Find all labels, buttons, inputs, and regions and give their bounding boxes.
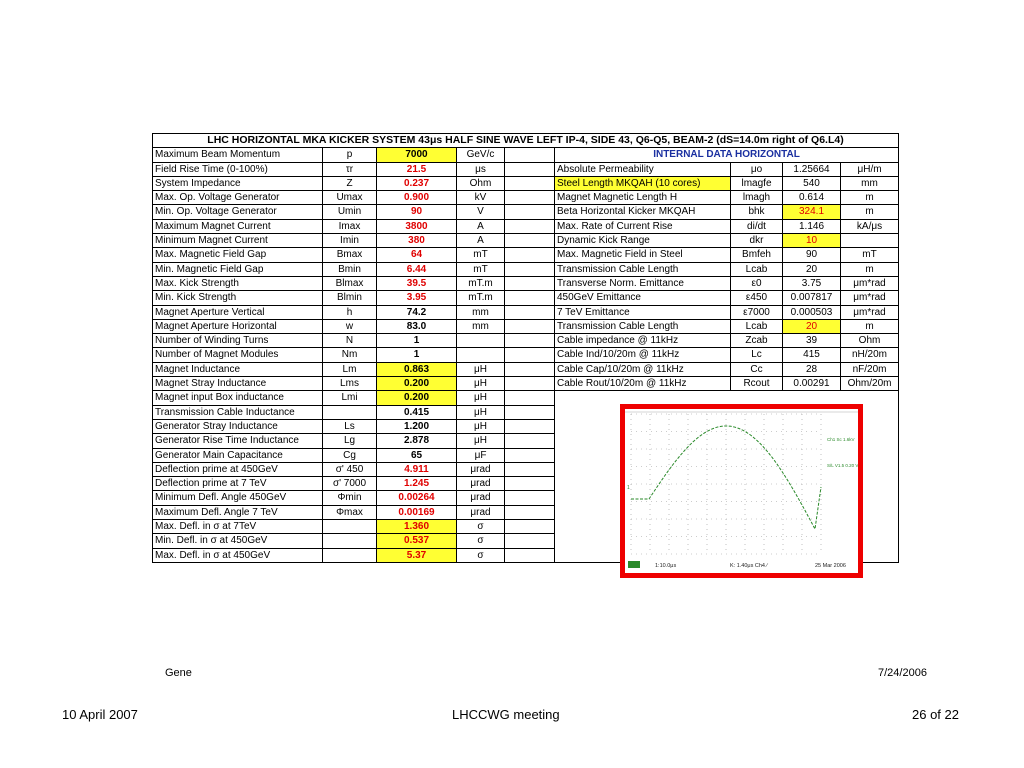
param-value: 4.911 [377,462,457,476]
param-label: Minimum Magnet Current [153,234,323,248]
param-value: 64 [377,248,457,262]
param-value: 380 [377,234,457,248]
table-row [153,291,899,305]
column-gap [505,234,555,248]
param-unit: mT.m [457,291,505,305]
table-row [153,391,899,405]
param-symbol: Ls [323,419,377,433]
param-symbol [323,405,377,419]
scope-readout-left: 1:10.0μs [655,563,677,569]
oscilloscope-trace [625,409,858,573]
scope-channel-icon [628,561,640,568]
param-unit: σ [457,534,505,548]
param-unit: mm [457,305,505,319]
param-value: 0.537 [377,534,457,548]
internal-value: 1.25664 [783,162,841,176]
param-label: Generator Main Capacitance [153,448,323,462]
param-symbol: Cg [323,448,377,462]
param-unit: mm [457,319,505,333]
param-value: 0.00264 [377,491,457,505]
param-symbol: Lms [323,377,377,391]
table-row [153,348,899,362]
column-gap [505,334,555,348]
param-label: Number of Winding Turns [153,334,323,348]
param-symbol: Φmax [323,505,377,519]
internal-symbol: Lc [731,348,783,362]
internal-label: Transmission Cable Length [555,262,731,276]
param-label: Maximum Magnet Current [153,219,323,233]
param-value: 74.2 [377,305,457,319]
internal-unit: m [841,205,899,219]
param-label: Max. Defl. in σ at 450GeV [153,548,323,562]
param-unit: μH [457,434,505,448]
sheet-date: 7/24/2006 [878,667,927,679]
internal-unit: μm*rad [841,291,899,305]
table-row [153,219,899,233]
internal-unit: m [841,262,899,276]
internal-symbol: lmagh [731,191,783,205]
param-symbol: Blmin [323,291,377,305]
column-gap [505,448,555,462]
param-symbol: h [323,305,377,319]
param-symbol: τr [323,162,377,176]
internal-value: 39 [783,334,841,348]
column-gap [505,305,555,319]
table-row [153,334,899,348]
param-unit: V [457,205,505,219]
param-unit: σ [457,548,505,562]
param-label: Generator Rise Time Inductance [153,434,323,448]
column-gap [505,148,555,162]
column-gap [505,248,555,262]
param-symbol: σ' 7000 [323,477,377,491]
column-gap [505,477,555,491]
param-unit: GeV/c [457,148,505,162]
param-unit: μH [457,362,505,376]
footer-date: 10 April 2007 [62,707,138,722]
column-gap [505,319,555,333]
param-unit: mT [457,248,505,262]
internal-label: Cable impedance @ 11kHz [555,334,731,348]
internal-unit [841,234,899,248]
internal-symbol: Cc [731,362,783,376]
internal-symbol: μo [731,162,783,176]
internal-value: 20 [783,262,841,276]
internal-symbol: Zcab [731,334,783,348]
column-gap [505,434,555,448]
table-row [153,248,899,262]
param-label: Min. Magnetic Field Gap [153,262,323,276]
param-symbol: Lg [323,434,377,448]
table-row [153,176,899,190]
param-label: Max. Magnetic Field Gap [153,248,323,262]
param-label: Max. Kick Strength [153,276,323,290]
param-unit: kV [457,191,505,205]
table-row [153,362,899,376]
param-label: Maximum Defl. Angle 7 TeV [153,505,323,519]
table-row [153,319,899,333]
column-gap [505,291,555,305]
column-gap [505,162,555,176]
param-symbol: Umax [323,191,377,205]
param-value: 21.5 [377,162,457,176]
param-symbol: Lm [323,362,377,376]
param-symbol: p [323,148,377,162]
column-gap [505,348,555,362]
internal-symbol: dkr [731,234,783,248]
table-row [153,162,899,176]
param-label: Magnet input Box inductance [153,391,323,405]
internal-label: Magnet Magnetic Length H [555,191,731,205]
internal-label: Max. Rate of Current Rise [555,219,731,233]
table-row [153,191,899,205]
internal-value: 90 [783,248,841,262]
internal-symbol: Rcout [731,377,783,391]
table-row [153,148,899,162]
table-row [153,276,899,290]
internal-symbol: ε450 [731,291,783,305]
param-unit: μrad [457,491,505,505]
param-symbol: N [323,334,377,348]
param-label: Maximum Beam Momentum [153,148,323,162]
param-label: Magnet Stray Inductance [153,377,323,391]
column-gap [505,534,555,548]
column-gap [505,520,555,534]
internal-symbol: bhk [731,205,783,219]
param-unit: μs [457,162,505,176]
column-gap [505,191,555,205]
param-symbol: Bmin [323,262,377,276]
internal-unit: nH/20m [841,348,899,362]
param-unit: mT.m [457,276,505,290]
table-row [153,234,899,248]
internal-label: 450GeV Emittance [555,291,731,305]
param-unit: μH [457,419,505,433]
internal-value: 415 [783,348,841,362]
internal-value: 0.00291 [783,377,841,391]
table-row [153,305,899,319]
scope-area-cell [555,391,899,405]
column-gap [505,419,555,433]
column-gap [505,405,555,419]
column-gap [505,205,555,219]
table-row [153,262,899,276]
sheet-title: LHC HORIZONTAL MKA KICKER SYSTEM 43μs HALF SINE WAVE LEFT IP-4, SIDE 43, Q6-Q5, BEAM-2 (dS=14.0m right of Q6.L4) [153,134,899,148]
param-value: 0.200 [377,377,457,391]
internal-value: 324.1 [783,205,841,219]
internal-label: Max. Magnetic Field in Steel [555,248,731,262]
param-label: Deflection prime at 7 TeV [153,477,323,491]
internal-symbol: Lcab [731,262,783,276]
internal-unit: m [841,319,899,333]
param-unit: μrad [457,462,505,476]
param-symbol: Lmi [323,391,377,405]
param-unit: σ [457,520,505,534]
column-gap [505,219,555,233]
param-label: Magnet Aperture Vertical [153,305,323,319]
internal-symbol: ε7000 [731,305,783,319]
internal-value: 0.614 [783,191,841,205]
param-label: Min. Op. Voltage Generator [153,205,323,219]
param-value: 0.415 [377,405,457,419]
param-unit: mT [457,262,505,276]
param-unit: A [457,219,505,233]
param-label: Field Rise Time (0-100%) [153,162,323,176]
param-label: Transmission Cable Inductance [153,405,323,419]
param-value: 0.00169 [377,505,457,519]
internal-value: 20 [783,319,841,333]
column-gap [505,548,555,562]
param-symbol: w [323,319,377,333]
internal-unit: Ohm/20m [841,377,899,391]
internal-unit: mm [841,176,899,190]
param-symbol: Bmax [323,248,377,262]
param-label: Min. Kick Strength [153,291,323,305]
internal-label: Cable Cap/10/20m @ 11kHz [555,362,731,376]
column-gap [505,362,555,376]
param-value: 1.245 [377,477,457,491]
param-value: 90 [377,205,457,219]
internal-value: 540 [783,176,841,190]
author-name: Gene [165,667,192,679]
column-gap [505,491,555,505]
param-label: Number of Magnet Modules [153,348,323,362]
internal-unit: mT [841,248,899,262]
param-value: 1 [377,334,457,348]
param-symbol: Blmax [323,276,377,290]
internal-label: Cable Rout/10/20m @ 11kHz [555,377,731,391]
param-value: 39.5 [377,276,457,290]
internal-value: 1.146 [783,219,841,233]
scope-channel-marker: 1 [627,485,630,491]
internal-data-header: INTERNAL DATA HORIZONTAL [555,148,899,162]
internal-value: 3.75 [783,276,841,290]
column-gap [505,462,555,476]
internal-label: Absolute Permeability [555,162,731,176]
param-symbol [323,520,377,534]
param-label: Generator Stray Inductance [153,419,323,433]
internal-unit: m [841,191,899,205]
column-gap [505,176,555,190]
internal-unit: kA/μs [841,219,899,233]
param-value: 0.900 [377,191,457,205]
param-symbol: Nm [323,348,377,362]
column-gap [505,377,555,391]
param-label: Magnet Inductance [153,362,323,376]
param-symbol: σ' 450 [323,462,377,476]
param-value: 0.237 [377,176,457,190]
internal-symbol: Bmfeh [731,248,783,262]
footer-meeting: LHCCWG meeting [452,707,560,722]
param-label: Min. Defl. in σ at 450GeV [153,534,323,548]
internal-value: 10 [783,234,841,248]
internal-value: 28 [783,362,841,376]
param-label: Minimum Defl. Angle 450GeV [153,491,323,505]
internal-value: 0.007817 [783,291,841,305]
param-value: 1 [377,348,457,362]
param-unit [457,348,505,362]
column-gap [505,505,555,519]
internal-label: Beta Horizontal Kicker MKQAH [555,205,731,219]
param-label: Deflection prime at 450GeV [153,462,323,476]
internal-label: Dynamic Kick Range [555,234,731,248]
internal-unit: μm*rad [841,276,899,290]
param-value: 83.0 [377,319,457,333]
param-label: Max. Defl. in σ at 7TeV [153,520,323,534]
param-label: Max. Op. Voltage Generator [153,191,323,205]
param-unit: Ohm [457,176,505,190]
param-label: System Impedance [153,176,323,190]
internal-unit: μH/m [841,162,899,176]
param-value: 0.200 [377,391,457,405]
internal-symbol: Lcab [731,319,783,333]
param-value: 6.44 [377,262,457,276]
param-symbol: Imax [323,219,377,233]
internal-label: 7 TeV Emittance [555,305,731,319]
param-unit: μrad [457,477,505,491]
internal-label: Transverse Norm. Emittance [555,276,731,290]
param-value: 1.200 [377,419,457,433]
scope-readout-mid: K: 1.40μs Ch4 ∕ [730,563,768,569]
internal-unit: Ohm [841,334,899,348]
param-value: 1.360 [377,520,457,534]
param-unit: A [457,234,505,248]
internal-unit: nF/20m [841,362,899,376]
internal-symbol: di/dt [731,219,783,233]
oscilloscope-screenshot [620,404,863,578]
internal-symbol: lmagfe [731,176,783,190]
table-row [153,377,899,391]
internal-value: 0.000503 [783,305,841,319]
param-unit: μrad [457,505,505,519]
footer-page: 26 of 22 [912,707,959,722]
param-unit: μH [457,391,505,405]
param-unit: μF [457,448,505,462]
param-symbol [323,534,377,548]
column-gap [505,391,555,405]
param-label: Magnet Aperture Horizontal [153,319,323,333]
param-value: 0.863 [377,362,457,376]
param-symbol: Z [323,176,377,190]
internal-symbol: ε0 [731,276,783,290]
table-row [153,205,899,219]
param-unit [457,334,505,348]
param-symbol: Umin [323,205,377,219]
param-value: 5.37 [377,548,457,562]
param-symbol: Imin [323,234,377,248]
column-gap [505,276,555,290]
param-value: 65 [377,448,457,462]
column-gap [505,262,555,276]
scope-side-label-2: S/L V1.5 0.20 V [827,463,858,468]
internal-label: Cable Ind/10/20m @ 11kHz [555,348,731,362]
param-symbol [323,548,377,562]
internal-label: Steel Length MKQAH (10 cores) [555,176,731,190]
param-value: 7000 [377,148,457,162]
scope-side-label-1: Ch1 Sc 1.6kV [827,437,855,442]
param-symbol: Φmin [323,491,377,505]
scope-readout-right: 25 Mar 2006 [815,563,846,569]
param-value: 3800 [377,219,457,233]
param-unit: μH [457,377,505,391]
param-value: 3.95 [377,291,457,305]
param-unit: μH [457,405,505,419]
param-value: 2.878 [377,434,457,448]
internal-unit: μm*rad [841,305,899,319]
internal-label: Transmission Cable Length [555,319,731,333]
